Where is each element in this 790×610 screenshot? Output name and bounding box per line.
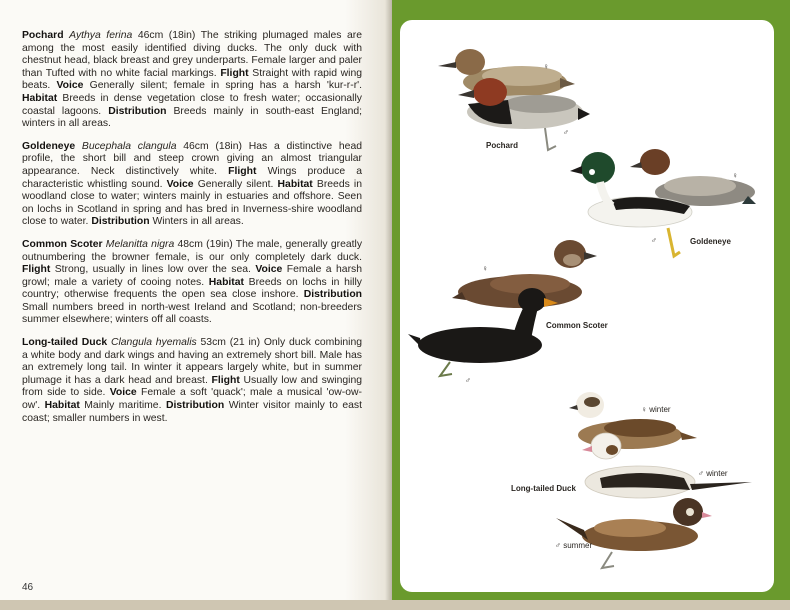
habitat-label: Habitat	[208, 276, 244, 288]
habitat-label: Habitat	[22, 92, 58, 104]
distribution-label: Distribution	[165, 400, 225, 412]
habitat-text: Breeds on lochs in hilly country; otherwise frequents the open sea close inshore.	[22, 276, 362, 301]
species-latin-name: Melanitta nigra	[105, 238, 175, 250]
flight-label: Flight	[211, 374, 240, 386]
pochard-male-symbol: ♂	[563, 128, 569, 137]
species-description: The male, generally greatly outnumbering the browner female, is our only completely dark duck.	[22, 238, 363, 263]
species-name: Common Scoter	[22, 238, 103, 250]
species-description: Only duck combining a white body and dark wings and having an extremely short bill. Male has an extremely long tail. In winter it appears largely white, but in summer plumage it has a dark head and breast.	[22, 337, 363, 386]
distribution-label: Distribution	[108, 105, 167, 117]
voice-text: Generally silent; female in spring has a harsh 'kur-r-r'.	[89, 80, 363, 92]
flight-text: Wings produce a characteristic whistling sound.	[22, 165, 362, 190]
distribution-label: Distribution	[91, 216, 150, 228]
distribution-text: Winter visitor mainly to east coast; smaller numbers in west.	[22, 400, 362, 424]
goldeneye-male-illustration	[570, 152, 692, 256]
flight-text: Strong, usually in lines low over the sea.	[54, 264, 251, 276]
flight-label: Flight	[220, 67, 249, 79]
long-tailed-duck-male-summer-illustration	[556, 498, 712, 568]
flight-label: Flight	[228, 165, 257, 177]
species-latin-name: Clangula hyemalis	[110, 337, 197, 349]
long-tailed-duck-female-winter-illustration	[569, 392, 697, 449]
habitat-text: Breeds in woodland close to water; winters mainly in estuaries and offshore. Seen on lochs in Scotland in spring and has bred in Inverness-shire woodland close to water.	[22, 178, 363, 228]
distribution-label: Distribution	[303, 289, 363, 301]
common-scoter-male-symbol: ♂	[465, 376, 471, 385]
species-latin-name: Aythya ferina	[69, 30, 133, 41]
goldeneye-female-symbol: ♀	[732, 171, 738, 180]
species-name: Goldeneye	[22, 140, 76, 152]
species-latin-name: Bucephala clangula	[81, 140, 177, 152]
long-tailed-male-winter-label: ♂ winter	[698, 469, 728, 478]
species-size: 53cm (21 in)	[200, 337, 261, 349]
flight-text: Usually low and swinging from side to side.	[22, 374, 363, 399]
voice-text: Female a soft 'quack'; male a musical 'ow-ow-ow'.	[22, 387, 363, 412]
distribution-text: Winters in all areas.	[152, 216, 244, 228]
common-scoter-female-symbol: ♀	[482, 264, 488, 273]
page-number: 46	[22, 582, 34, 593]
species-name: Pochard	[22, 30, 64, 41]
goldeneye-label: Goldeneye	[690, 237, 731, 246]
habitat-label: Habitat	[44, 400, 80, 412]
species-size: 46cm (18in)	[183, 140, 242, 152]
species-description: Has a distinctive head profile, the short bill and steep crown giving an almost triangular appearance. Neck distinctively white.	[22, 140, 363, 177]
species-description: The striking plumaged males are among the most easily identified diving ducks. The only duck with chestnut head, black breast and grey underparts. Female larger and paler than Tufted with no white facial markings.	[22, 30, 362, 79]
voice-text: Generally silent.	[197, 178, 274, 190]
species-size: 46cm (18in)	[137, 30, 196, 41]
voice-label: Voice	[166, 178, 194, 190]
species-size: 48cm (19in)	[177, 238, 233, 250]
long-tailed-duck-label: Long-tailed Duck	[511, 484, 576, 493]
long-tailed-male-summer-label: ♂ summer	[555, 541, 593, 550]
goldeneye-male-symbol: ♂	[651, 236, 657, 245]
common-scoter-label: Common Scoter	[546, 321, 608, 330]
distribution-text: Breeds mainly in south-east England; winters in all areas.	[22, 105, 363, 130]
flight-text: Straight with rapid wing beats.	[22, 67, 363, 92]
voice-text: Female a harsh growl; male a variety of cooing notes.	[22, 264, 363, 288]
habitat-text: Mainly maritime.	[84, 400, 162, 412]
distribution-text: Small numbers breed in north-west Ireland and Scotland; non-breeders summer elsewhere; winters off all coasts.	[22, 301, 362, 326]
voice-label: Voice	[109, 387, 137, 399]
long-tailed-female-winter-label: ♀ winter	[641, 405, 671, 414]
habitat-text: Breeds in dense vegetation close to fresh water; occasionally coastal lagoons.	[22, 92, 362, 117]
voice-label: Voice	[56, 80, 84, 92]
habitat-label: Habitat	[277, 178, 313, 190]
pochard-female-symbol: ♀	[543, 62, 549, 71]
voice-label: Voice	[255, 264, 283, 276]
pochard-label: Pochard	[486, 141, 519, 150]
species-name: Long-tailed Duck	[22, 337, 108, 349]
flight-label: Flight	[22, 264, 51, 276]
